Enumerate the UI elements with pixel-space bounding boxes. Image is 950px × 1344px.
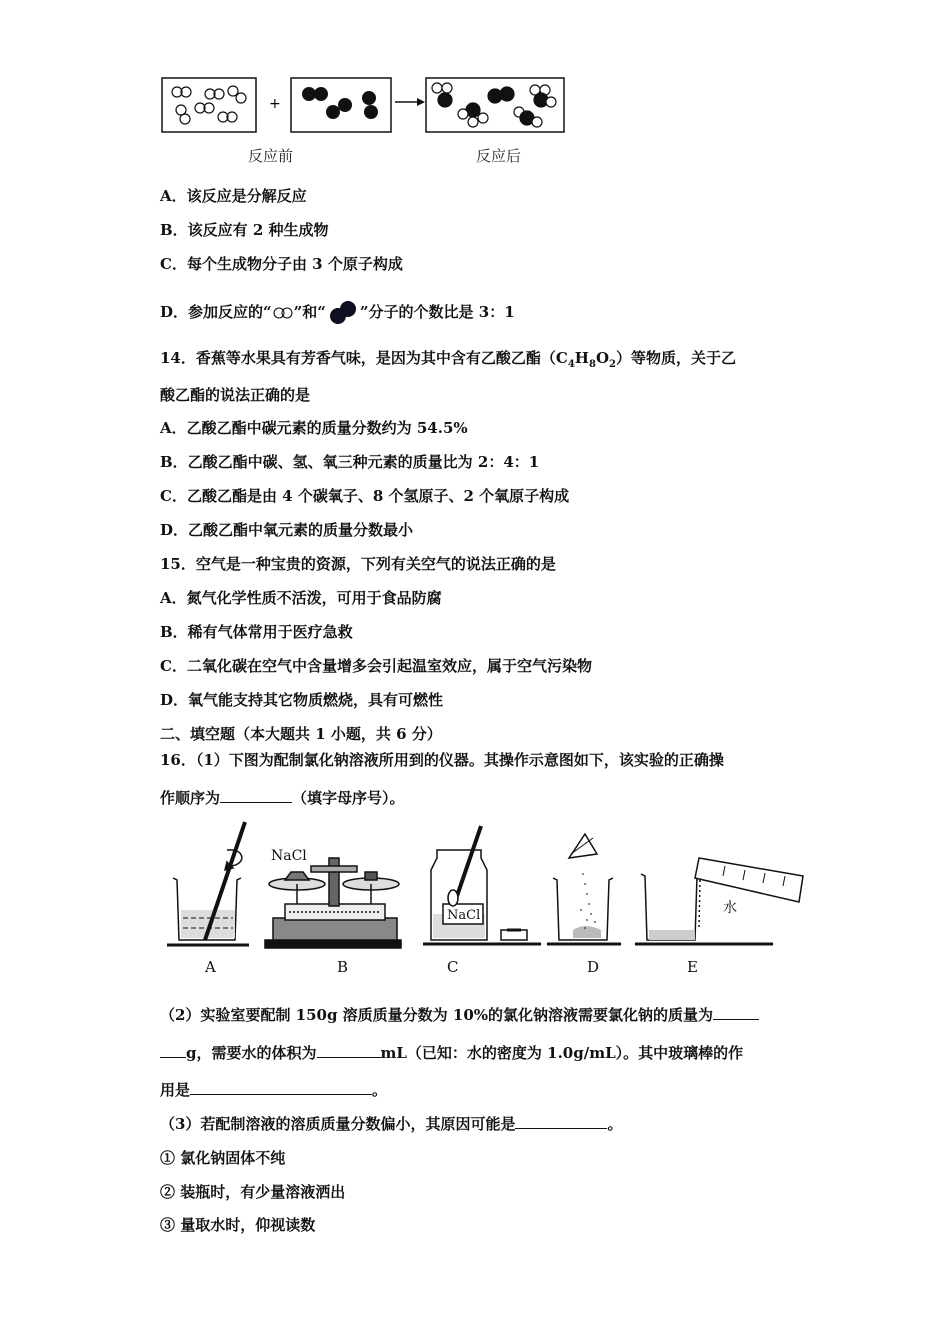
q14-mid2: O [595,349,610,367]
label-c: C [447,958,459,976]
q13-d-suffix: ”分子的个数比是 3：1 [359,303,515,321]
nacl-mass-blank-2[interactable] [160,1043,186,1058]
q16-part1-line2 [160,788,405,808]
q16-p3-text-b: 。 [607,1115,623,1133]
apparatus-figure [165,818,815,978]
q16-part1-line1: 16．（1）下图为配制氯化钠溶液所用到的仪器。其操作示意图如下，该实验的正确操 [160,751,724,769]
q14-stem-b: ）等物质，关于乙 [616,349,737,367]
q16-part3-line [160,1114,622,1134]
water-volume-blank[interactable] [317,1043,381,1058]
reason-item-2: ② 装瓶时，有少量溶液洒出 [160,1183,346,1201]
glass-rod-role-blank[interactable] [190,1080,372,1095]
q14-sub2: 8 [588,359,596,370]
q16-p2-text-a: （2）实验室要配制 150g 溶质质量分数为 10%的氯化钠溶液需要氯化钠的质量为 [160,1006,714,1024]
q16-p2-text-e: 。 [372,1081,388,1099]
label-a: A [205,958,216,976]
q16-p2-text-d: 用是 [160,1081,191,1099]
q14-sub3: 2 [609,359,616,370]
q13-option-b: B．该反应有 2 种生成物 [160,221,329,239]
q14-option-c: C．乙酸乙酯是由 4 个碳氧子、8 个氢原子、2 个氧原子构成 [160,487,570,505]
q16-part2-line3 [160,1080,387,1100]
label-d: D [587,958,600,976]
q15-option-d: D．氧气能支持其它物质燃烧，具有可燃性 [160,691,444,709]
plus-sign: + [269,96,281,112]
q14-stem-a: 14．香蕉等水果具有芳香气味，是因为其中含有乙酸乙酯（C [160,349,568,367]
q14-option-b: B．乙酸乙酯中碳、氢、氧三种元素的质量比为 2：4：1 [160,453,540,471]
section-heading: 二、填空题（本大题共 1 小题，共 6 分） [160,725,442,743]
q14-stem-line1 [160,348,736,375]
q16-p1-text-a: 作顺序为 [160,789,221,807]
q14-option-d: D．乙酸乙酯中氧元素的质量分数最小 [160,521,414,539]
q16-p1-text-b: （填字母序号）。 [292,789,405,807]
reason-item-1: ① 氯化钠固体不纯 [160,1149,286,1167]
beaker-cylinder-e [635,858,803,944]
beaker-powder-d [547,834,621,944]
q15-option-b: B．稀有气体常用于医疗急救 [160,623,353,641]
q14-option-a: A．乙酸乙酯中碳元素的质量分数约为 54.5% [160,419,468,437]
q14-mid1: H [574,349,589,367]
reaction-diagram [155,72,575,152]
balance-b [265,858,401,948]
reagent-jar-c [423,826,541,944]
order-answer-blank[interactable] [220,788,292,803]
q15-option-a: A．氮气化学性质不活泼，可用于食品防腐 [160,589,442,607]
label-nacl-scale: NaCl [271,848,307,864]
label-b: B [337,958,349,976]
q16-p2-text-b: g，需要水的体积为 [186,1044,317,1062]
q13-d-mid: ”和“ [293,303,326,321]
q16-p3-text-a: （3）若配制溶液的溶质质量分数偏小，其原因可能是 [160,1115,516,1133]
q13-option-c: C．每个生成物分子由 3 个原子构成 [160,255,403,273]
after-label: 反应后 [476,147,522,165]
q13-option-a: A．该反应是分解反应 [160,187,307,205]
q15-stem: 15．空气是一种宝贵的资源，下列有关空气的说法正确的是 [160,555,556,573]
beaker-stirring-a [167,822,249,945]
before-box-1 [162,78,256,132]
nacl-mass-blank-1[interactable] [713,1005,759,1020]
q16-p2-text-c: mL（已知：水的密度为 1.0g/mL）。其中玻璃棒的作 [380,1044,744,1062]
reason-item-3: ③ 量取水时，仰视读数 [160,1216,316,1234]
reason-blank[interactable] [515,1114,607,1129]
black-molecule-icon [326,300,360,326]
before-label: 反应前 [248,147,294,165]
q14-stem-line2: 酸乙酯的说法正确的是 [160,386,311,404]
q15-option-c: C．二氧化碳在空气中含量增多会引起温室效应，属于空气污染物 [160,657,592,675]
label-water: 水 [723,900,737,916]
white-molecule-icon [272,307,294,319]
q16-part2-line2 [160,1043,743,1063]
q16-part2-line1 [160,1005,759,1025]
q13-d-prefix: D．参加反应的“ [160,303,272,321]
q13-option-d [160,300,515,326]
label-nacl-jar: NaCl [447,908,481,923]
q14-sub1: 4 [567,359,575,370]
label-e: E [687,958,698,976]
